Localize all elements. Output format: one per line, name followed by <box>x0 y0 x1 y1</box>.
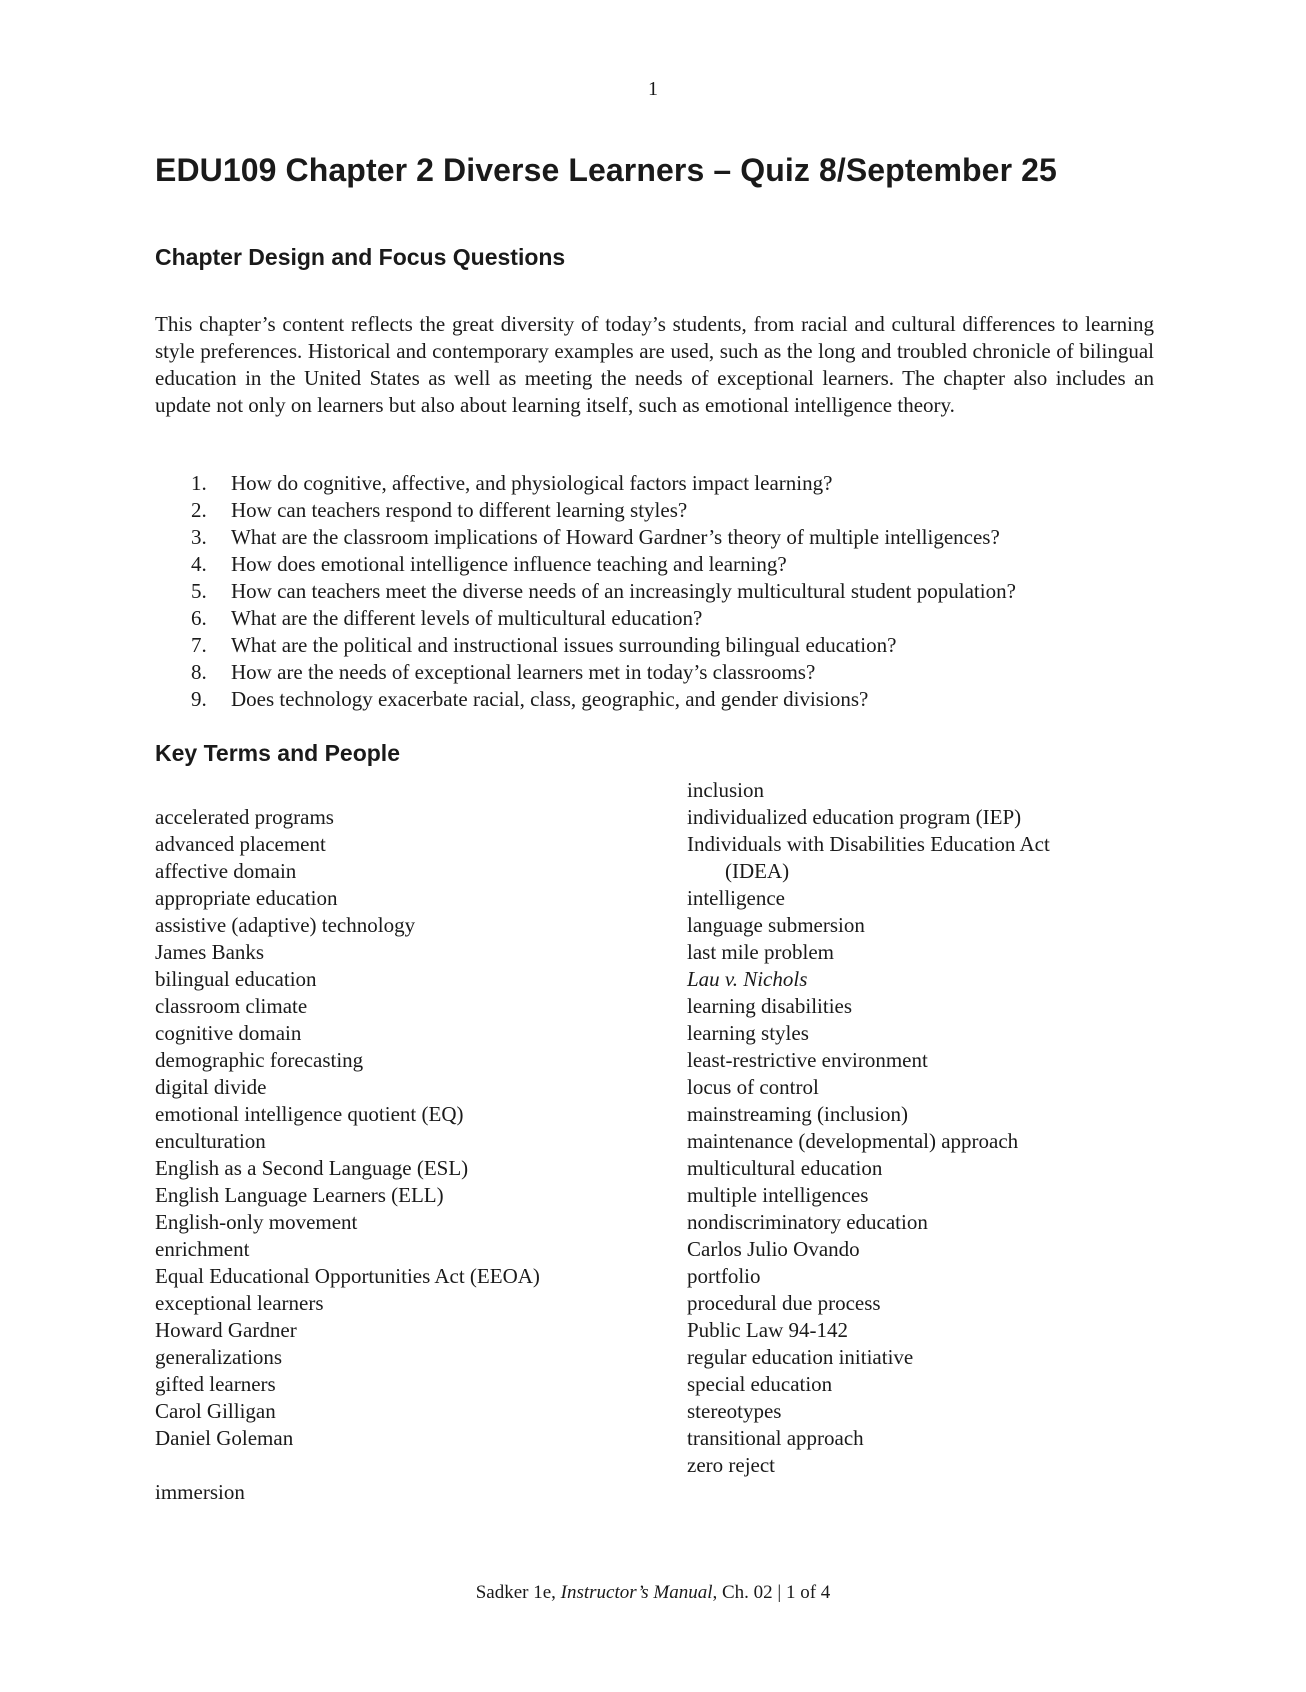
key-term: (IDEA) <box>725 859 790 883</box>
key-term: English-only movement <box>155 1210 358 1234</box>
key-term: cognitive domain <box>155 1021 302 1045</box>
question-text: What are the different levels of multicultural education? <box>231 606 703 630</box>
question-text: What are the political and instructional issues surrounding bilingual education? <box>231 633 897 657</box>
section-heading-design: Chapter Design and Focus Questions <box>155 244 566 270</box>
question-item <box>155 497 1016 524</box>
question-number: 8. <box>191 660 207 684</box>
key-term: inclusion <box>687 778 764 802</box>
key-term: English as a Second Language (ESL) <box>155 1156 469 1180</box>
question-text: What are the classroom implications of Howard Gardner’s theory of multiple intelligences? <box>231 525 1000 549</box>
key-term: regular education initiative <box>687 1345 914 1369</box>
question-item <box>155 578 1016 605</box>
key-term: transitional approach <box>687 1426 864 1450</box>
key-term: enculturation <box>155 1129 266 1153</box>
key-term: Carlos Julio Ovando <box>687 1237 860 1261</box>
key-term: James Banks <box>155 940 265 964</box>
key-term: immersion <box>155 1480 245 1504</box>
page-footer <box>0 1582 1306 1604</box>
intro-paragraph: This chapter’s content reflects the great diversity of today’s students, from racial and cultural differences to learning style preferences. Historical and contemporary examples are used, such as the long and troubled chronicle of bilingual education in the United States as well as meeting the needs of exceptional learners. The chapter also includes an update not only on learners but also about learning itself, such as emotional intelligence theory. <box>155 312 1154 417</box>
key-term: locus of control <box>687 1075 819 1099</box>
question-item <box>155 551 1016 578</box>
key-term: English Language Learners (ELL) <box>155 1183 444 1207</box>
question-item <box>155 659 1016 686</box>
question-item <box>155 686 1016 713</box>
key-term: intelligence <box>687 886 785 910</box>
key-term: learning styles <box>687 1021 809 1045</box>
key-term: multiple intelligences <box>687 1183 869 1207</box>
key-term: learning disabilities <box>687 994 853 1018</box>
key-term: portfolio <box>687 1264 761 1288</box>
question-item <box>155 524 1016 551</box>
section-heading-terms: Key Terms and People <box>155 740 400 766</box>
question-item <box>155 470 1016 497</box>
question-number: 9. <box>191 687 207 711</box>
key-term: Carol Gilligan <box>155 1399 276 1423</box>
key-term: Individuals with Disabilities Education Act <box>687 832 1050 856</box>
footer-manual-title: Instructor’s Manual <box>560 1582 713 1603</box>
key-term: zero reject <box>687 1453 776 1477</box>
key-term: procedural due process <box>687 1291 881 1315</box>
question-number: 4. <box>191 552 207 576</box>
key-term: enrichment <box>155 1237 250 1261</box>
key-term: Lau v. Nichols <box>687 967 808 991</box>
key-term: Public Law 94-142 <box>687 1318 848 1342</box>
document-title: EDU109 Chapter 2 Diverse Learners – Quiz 8/September 25 <box>155 152 1057 188</box>
key-term: special education <box>687 1372 833 1396</box>
key-term: maintenance (developmental) approach <box>687 1129 1019 1153</box>
key-term: advanced placement <box>155 832 326 856</box>
terms-right-column <box>687 777 1050 1479</box>
key-term: multicultural education <box>687 1156 883 1180</box>
question-number: 7. <box>191 633 207 657</box>
key-term: Daniel Goleman <box>155 1426 294 1450</box>
key-term: stereotypes <box>687 1399 782 1423</box>
question-item <box>155 632 1016 659</box>
question-text: How can teachers respond to different learning styles? <box>231 498 688 522</box>
key-term: Equal Educational Opportunities Act (EEOA) <box>155 1264 540 1288</box>
key-term: individualized education program (IEP) <box>687 805 1022 829</box>
question-number: 6. <box>191 606 207 630</box>
question-text: How are the needs of exceptional learners met in today’s classrooms? <box>231 660 816 684</box>
question-number: 5. <box>191 579 207 603</box>
question-text: Does technology exacerbate racial, class, geographic, and gender divisions? <box>231 687 869 711</box>
question-text: How can teachers meet the diverse needs of an increasingly multicultural student population? <box>231 579 1016 603</box>
key-term: generalizations <box>155 1345 283 1369</box>
footer-prefix: Sadker 1e, <box>475 1582 561 1603</box>
key-term: Howard Gardner <box>155 1318 297 1342</box>
key-term: exceptional learners <box>155 1291 324 1315</box>
footer-suffix: , Ch. 02 | 1 of 4 <box>712 1582 831 1603</box>
key-term: appropriate education <box>155 886 338 910</box>
key-term: accelerated programs <box>155 805 334 829</box>
question-number: 1. <box>191 471 207 495</box>
question-item <box>155 605 1016 632</box>
key-term: emotional intelligence quotient (EQ) <box>155 1102 464 1126</box>
question-text: How do cognitive, affective, and physiological factors impact learning? <box>231 471 833 495</box>
key-term: demographic forecasting <box>155 1048 364 1072</box>
key-term: affective domain <box>155 859 297 883</box>
key-term: assistive (adaptive) technology <box>155 913 416 937</box>
question-text: How does emotional intelligence influence teaching and learning? <box>231 552 787 576</box>
key-term: least-restrictive environment <box>687 1048 928 1072</box>
key-term: gifted learners <box>155 1372 276 1396</box>
focus-questions-list <box>155 470 1016 713</box>
key-term: bilingual education <box>155 967 317 991</box>
question-number: 3. <box>191 525 207 549</box>
key-term: last mile problem <box>687 940 834 964</box>
terms-left-column <box>155 804 540 1506</box>
key-term: digital divide <box>155 1075 267 1099</box>
question-number: 2. <box>191 498 207 522</box>
key-term: nondiscriminatory education <box>687 1210 928 1234</box>
page-number: 1 <box>648 78 658 100</box>
key-term: mainstreaming (inclusion) <box>687 1102 909 1126</box>
key-term: language submersion <box>687 913 865 937</box>
key-term: classroom climate <box>155 994 308 1018</box>
